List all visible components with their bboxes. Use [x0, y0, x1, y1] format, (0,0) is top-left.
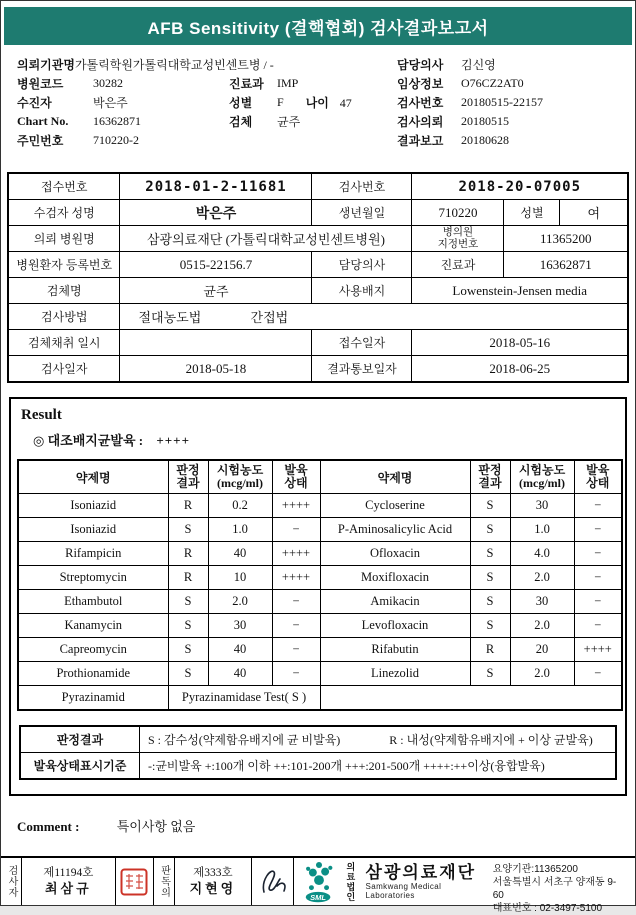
pyrazinamid-empty-cell	[320, 686, 622, 711]
col-drug-name-left: 약제명	[18, 460, 168, 494]
receipt-no-value: 2018-01-2-11681	[120, 173, 312, 200]
birth-date-label: 생년월일	[312, 200, 412, 226]
chart-no-value: 16362871	[93, 114, 141, 128]
doctor-value: 김신영	[461, 58, 496, 72]
control-growth-value: ++++	[156, 433, 190, 448]
drug-row: Prothionamide S 40 − Linezolid S 2.0 −	[18, 662, 622, 686]
patient-label: 수진자	[17, 96, 52, 110]
specimen-label: 검체	[229, 115, 253, 129]
report-date-label: 결과보고	[397, 134, 444, 148]
drug-row: Streptomycin R 10 ++++ Moxifloxacin S 2.0 −	[18, 566, 622, 590]
table-row	[8, 226, 628, 252]
comment-text: 특이사항 없음	[116, 819, 196, 834]
drug-row: Kanamycin S 30 − Levofloxacin S 2.0 −	[18, 614, 622, 638]
table-row	[8, 200, 628, 226]
specimen-name-label: 검체명	[8, 278, 120, 304]
receipt-date-label: 접수일자	[312, 330, 412, 356]
hospital-code-label: 병원코드	[17, 77, 64, 91]
dept-label: 진료과	[229, 77, 264, 91]
specimen-name-value: 균주	[120, 278, 312, 304]
result-title: Result	[21, 407, 62, 423]
hospital-name-label: 의뢰 병원명	[8, 226, 120, 252]
test-method-1: 절대농도법	[138, 310, 202, 325]
test-method-label: 검사방법	[8, 304, 120, 330]
table-sex-value: 여	[560, 200, 628, 226]
header-info-right	[397, 55, 627, 150]
org-name-english: Samkwang Medical Laboratories	[365, 882, 442, 900]
table-row	[8, 304, 628, 330]
examiner-name: 최삼규	[44, 881, 92, 896]
test-method-value	[120, 304, 628, 330]
lab-logo-area	[294, 858, 493, 905]
org-name: 삼광의료재단	[365, 863, 477, 882]
lab-address: 서울특별시 서초구 양재동 9-60	[492, 877, 617, 901]
doctor-label: 담당의사	[397, 58, 444, 72]
table-row	[8, 278, 628, 304]
pyrazinamidase-test-value: Pyrazinamidase Test( S )	[168, 686, 320, 711]
table-row	[8, 330, 628, 356]
hospital-designation-no-label: 병의원 지정번호	[412, 226, 504, 252]
col-growth-right: 발육 상태	[574, 460, 622, 494]
lab-test-no-label: 검사번호	[312, 173, 412, 200]
comment-line	[17, 816, 635, 835]
examiner-stamp-box	[116, 858, 154, 905]
reader-label-box	[154, 858, 175, 905]
media-label: 사용배지	[312, 278, 412, 304]
age-value: 47	[339, 96, 352, 110]
examinee-name-value: 박은주	[120, 200, 312, 226]
judgement-r: R : 내성(약제함유배지에 + 이상 균발육)	[389, 733, 593, 747]
header-info-middle	[229, 55, 397, 150]
control-growth-line	[33, 430, 619, 449]
birth-date-value: 710220	[412, 200, 504, 226]
attending-doctor-label: 담당의사	[312, 252, 412, 278]
org-name-block	[366, 863, 493, 900]
examiner-label-box	[1, 858, 22, 905]
collection-datetime-value	[120, 330, 312, 356]
growth-scale-label: 발육상태표시기준	[20, 753, 140, 780]
collection-datetime-label: 검체채취 일시	[8, 330, 120, 356]
patient-info-table	[7, 172, 629, 383]
sml-logo-icon	[302, 860, 336, 904]
table-row	[8, 252, 628, 278]
table-dept-value: 16362871	[504, 252, 628, 278]
table-dept-label: 진료과	[412, 252, 504, 278]
report-date-value: 20180628	[461, 133, 509, 147]
footer	[1, 856, 635, 914]
test-date-value: 2018-05-18	[120, 356, 312, 383]
clinical-info-label: 임상정보	[397, 77, 444, 91]
drug-sensitivity-table	[17, 459, 623, 711]
report-title: AFB Sensitivity (결핵협회) 검사결과보고서	[147, 18, 489, 38]
legend-table	[19, 725, 617, 780]
care-org-no: 요양기관:11365200	[492, 864, 578, 875]
col-result-right: 판정 결과	[470, 460, 510, 494]
resident-no-value: 710220-2	[93, 133, 139, 147]
sex-value: F	[277, 95, 284, 109]
request-date-value: 20180515	[461, 114, 509, 128]
reader-box	[175, 858, 253, 905]
table-row	[8, 173, 628, 200]
control-growth-label: ◎ 대조배지균발육 :	[33, 433, 144, 448]
col-conc-right: 시험농도 (mcg/ml)	[510, 460, 574, 494]
table-row	[8, 356, 628, 383]
legend-judgement-row	[20, 726, 616, 753]
test-date-label: 검사일자	[8, 356, 120, 383]
reader-label: 판독의	[158, 865, 170, 898]
hospital-name-value: 삼광의료재단 (가톨릭대학교성빈센트병원)	[120, 226, 412, 252]
patient-reg-no-value: 0515-22156.7	[120, 252, 312, 278]
media-value: Lowenstein-Jensen media	[412, 278, 628, 304]
footer-contact	[492, 858, 635, 914]
header-info	[1, 45, 635, 150]
dept-value: IMP	[277, 76, 299, 90]
drug-row: Rifampicin R 40 ++++ Ofloxacin S 4.0 −	[18, 542, 622, 566]
col-conc-left: 시험농도 (mcg/ml)	[208, 460, 272, 494]
examiner-license-no: 제11194호	[43, 867, 94, 879]
drug-table-header	[18, 460, 622, 494]
examiner-stamp-icon	[120, 868, 148, 896]
result-notify-date-value: 2018-06-25	[412, 356, 628, 383]
receipt-no-label: 접수번호	[8, 173, 120, 200]
drug-row: Isoniazid S 1.0 − P-Aminosalicylic Acid S 1.0 −	[18, 518, 622, 542]
pyrazinamid-name: Pyrazinamid	[18, 686, 168, 711]
drug-row: Ethambutol S 2.0 − Amikacin S 30 −	[18, 590, 622, 614]
patient-reg-no-label: 병원환자 등록번호	[8, 252, 120, 278]
test-no-label: 검사번호	[397, 96, 444, 110]
examiner-label: 검사자	[5, 865, 17, 898]
reader-name: 지현영	[189, 881, 237, 896]
sex-label: 성별	[229, 96, 253, 110]
examiner-box	[22, 858, 116, 905]
growth-scale-text: -:균비발육 +:100개 이하 ++:101-200개 +++:201-500개 ++++:++이상(융합발육)	[140, 753, 617, 780]
hospital-code-value: 30282	[93, 76, 123, 90]
hospital-designation-no-value: 11365200	[504, 226, 628, 252]
col-result-left: 판정 결과	[168, 460, 208, 494]
drug-row: Capreomycin S 40 − Rifabutin R 20 ++++	[18, 638, 622, 662]
judgement-s: S : 감수성(약제함유배지에 균 비발육)	[148, 733, 341, 747]
col-drug-name-right: 약제명	[320, 460, 470, 494]
org-label: 의뢰기관명	[17, 58, 75, 72]
receipt-date-value: 2018-05-16	[412, 330, 628, 356]
request-date-label: 검사의뢰	[397, 115, 444, 129]
sml-logo-text: SML	[310, 892, 327, 902]
drug-row-pyrazinamid	[18, 686, 622, 711]
judgement-text	[140, 726, 617, 753]
age-label: 나이	[305, 96, 329, 110]
examinee-name-label: 수검자 성명	[8, 200, 120, 226]
org-value: 가톨릭학원가톨릭대학교성빈센트병 / -	[74, 58, 274, 72]
chart-no-label: Chart No.	[17, 114, 69, 128]
patient-value: 박은주	[93, 96, 128, 110]
drug-row: Isoniazid R 0.2 ++++ Cycloserine S 30 −	[18, 494, 622, 518]
table-sex-label: 성별	[504, 200, 560, 226]
lab-test-no-value: 2018-20-07005	[412, 173, 628, 200]
judgement-label: 판정결과	[20, 726, 140, 753]
test-no-value: 20180515-22157	[461, 95, 543, 109]
specimen-value: 균주	[277, 115, 301, 129]
clinical-info-value: O76CZ2AT0	[461, 76, 524, 90]
signature-icon	[256, 864, 290, 900]
signature-box	[252, 858, 294, 905]
result-section	[9, 397, 627, 796]
test-method-2: 간접법	[250, 310, 289, 325]
corp-type: 의료 법인	[346, 861, 356, 902]
lab-phone: 대표번호 : 02-3497-5100	[492, 903, 603, 914]
comment-label: Comment :	[17, 819, 80, 834]
legend-growth-row	[20, 753, 616, 780]
col-growth-left: 발육 상태	[272, 460, 320, 494]
report-title-bar	[4, 7, 632, 45]
reader-license-no: 제333호	[193, 867, 233, 879]
resident-no-label: 주민번호	[17, 134, 64, 148]
result-notify-date-label: 결과통보일자	[312, 356, 412, 383]
